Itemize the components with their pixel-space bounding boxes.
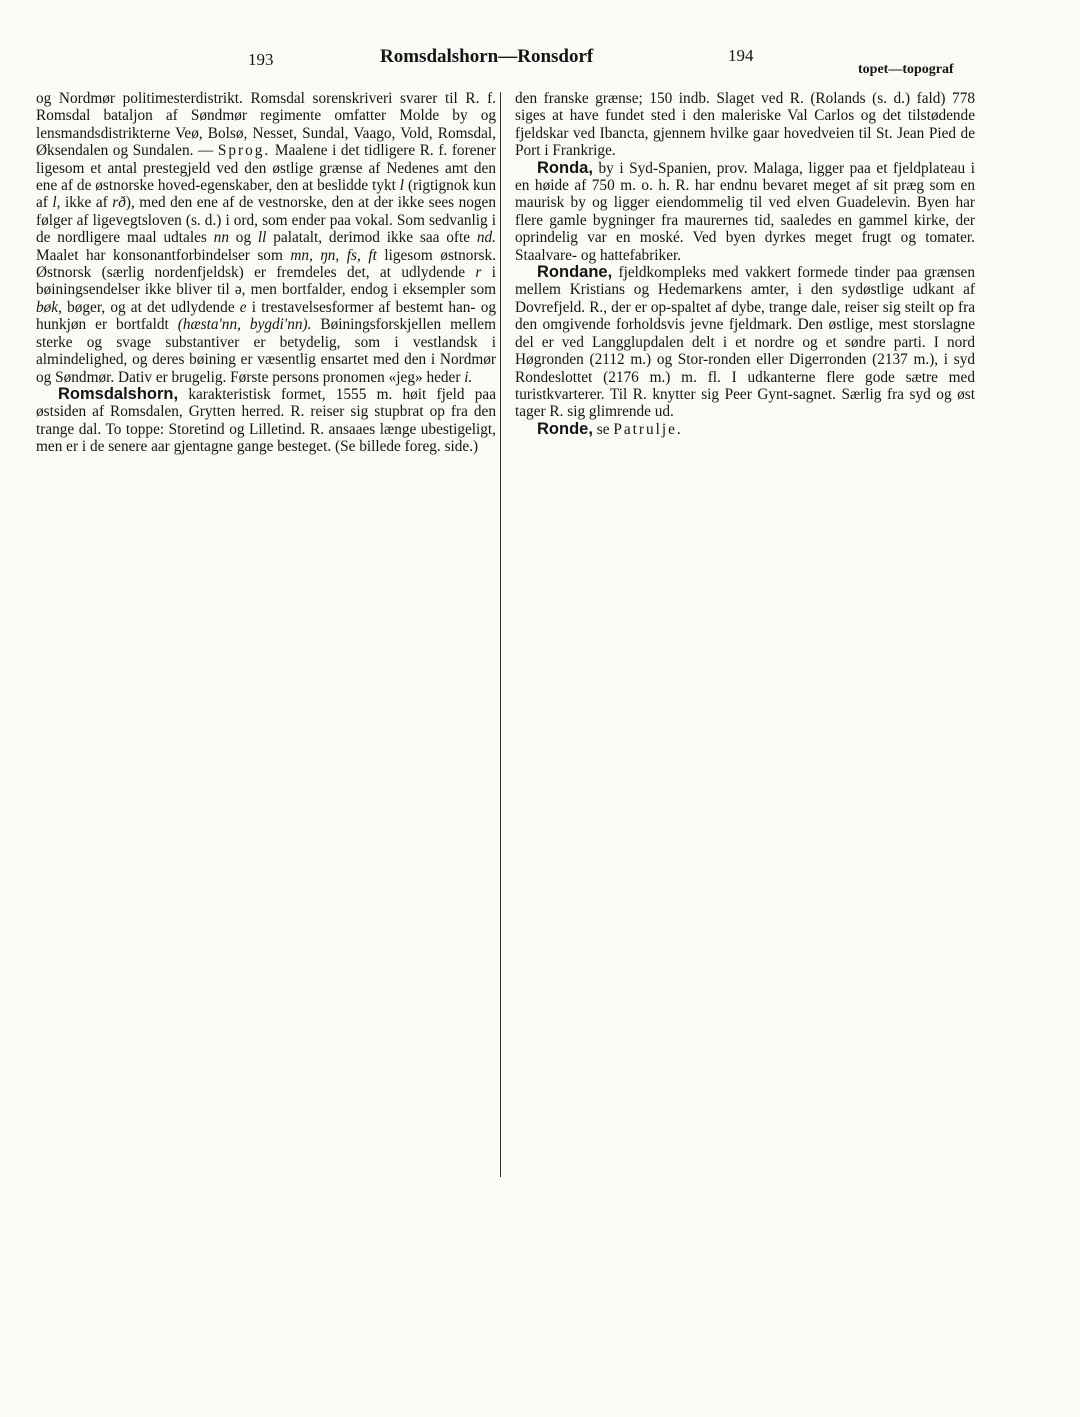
column-divider — [500, 92, 501, 1177]
article-romsdal-cont: og Nordmør politimesterdistrikt. Romsdal sorenskriveri svarer til R. f. Romsdal bataljon af Søndmør regimente omfatter Molde by og lensmandsdistrikterne Veø, Bolsø, Nesset, Sundal, Vaago, Vold, Romsdal, Øksendalen og Sundalen. — Sprog. Maalene i det tidligere R. f. forener ligesom et antal prestegjeld ved den østlige grænse af Nedenes amt den ene af de østnorske hoved-egenskaber, den at beslidde tykt l (rigtignok kun af l, ikke af rð), med den ene af de vestnorske, den at der ikke sees nogen følger af ligevegtsloven (s. d.) i ord, som ender paa vokal. Som sedvanlig i de nordligere maal udtales nn og ll palatalt, derimod ikke saa ofte nd. Maalet har konsonantforbindelser som mn, ŋn, fs, ft ligesom østnorsk. Østnorsk (særlig nordenfjeldsk) er fremdeles det, at udlydende r i bøiningsendelser ikke bliver til ə, men bortfalder, endog i eksempler som bøk, bøger, og at det udlydende e i trestavelsesformer af bestemt han- og hunkjøn er bortfaldt (hæsta'nn, bygdi'nn). Bøiningsforskjellen mellem sterke og svage substantiver er betydelig, som i vestlandsk i almindelighed, og deres bøining er væsentlig ensartet med den i Nordmør og Søndmør. Dativ er brugelig. Første persons pronomen «jeg» heder i. — [36, 90, 497, 386]
article-ronde: Ronde, se Patrulje. — [537, 419, 683, 438]
page-number-left: 193 — [248, 50, 274, 69]
headword: Ronda, — [537, 158, 593, 177]
headword: Rondane, — [537, 263, 613, 282]
article-roncesvalles-cont: den franske grænse; 150 indb. Slaget ved R. (Rolands (s. d.) fald) 778 siges at have fundet sted i den maleriske Val Carlos og det tilstødende fjeldskar ved Ibancta, gjennem hvilke gaar hovedveien til St. Jean Pied de Port i Frankrige. — [515, 90, 975, 160]
left-column — [36, 90, 496, 456]
headword: Ronde, — [537, 419, 593, 438]
page-number-right: 194 — [728, 46, 754, 65]
running-title: Romsdalshorn—Ronsdorf — [380, 46, 594, 67]
article-rondane: Rondane, fjeldkompleks med vakkert formede tinder paa grænsen mellem Kristians og Hedemarkens amter, i den sydøstlige udkant af Dovrefjeld. R., der er op-spaltet af dybe, trange dale, reiser sig steilt op fra den omgivende forholdsvis jevne fjeldmark. Den østlige, mest storslagne del er ved Langglupdalen delt i et nordre og et søndre parti. I nord Høgronden (2112 m.) og Stor-ronden eller Digerronden (2137 m.), i syd Rondeslottet (2176 m.) m. fl. I udkanterne flere gode sætre med turistkvarterer. Til R. knytter sig Peer Gynt-sagnet. Særlig fra syd og øst tager R. sig glimrende ud. — [515, 263, 975, 421]
headword: Romsdalshorn, — [58, 384, 179, 403]
page-header — [0, 44, 1080, 84]
right-column — [515, 90, 975, 438]
article-ronda: Ronda, by i Syd-Spanien, prov. Malaga, ligger paa et fjeldplateau i en høide af 750 m. o. h. R. har endnu bevaret meget af sit præg som en maurisk by og ligger eiendommelig til ved elven Guadelevin. Byen har flere gamle bygninger fra maurernes tid, saaledes en gammel kirke, der oprindelig var en moské. Ved byen dyrkes meget frugt og tomater. Staalvare- og hattefabriker. — [515, 158, 975, 264]
article-romsdalshorn: Romsdalshorn, karakteristisk formet, 1555 m. høit fjeld paa østsiden af Romsdalen, Grytten herred. R. reiser sig stupbrat op fra den trange dal. To toppe: Storetind og Lilletind. R. ansaaes længe ubestigeligt, men er i de senere aar gjentagne gange besteget. (Se billede foreg. side.) — [36, 384, 496, 456]
footer-keyword: topet—topograf — [858, 62, 954, 77]
